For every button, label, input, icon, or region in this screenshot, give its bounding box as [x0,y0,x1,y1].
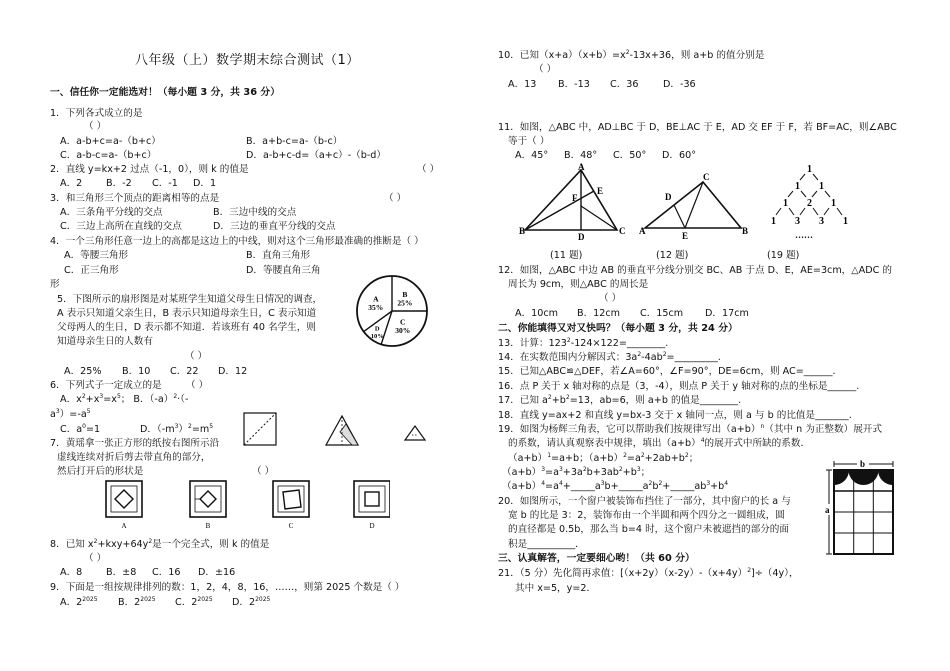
q6-option-b-tail: $a^3)=-a^5$ [50,408,91,420]
q11-option-c: C．50° [613,150,647,161]
q12-option-a: A．10cm [515,308,558,319]
q7-option-c-label: C [288,522,294,530]
q13: 13．计算：$123^2-124\times 122=\_\_\_\_\_\_\_\_$. [498,337,669,349]
q10-option-a: A．13 [508,79,537,90]
q5-option-d: D．12 [218,366,248,377]
fig12-label-b: B [742,226,749,236]
q1-stem: 1．下列各式成立的是 [50,108,143,119]
q12-answer-paren: （ ） [599,293,622,304]
q1-answer-paren: （ ） [84,121,107,132]
q5-option-b: B．10 [122,366,151,377]
section-2-heading: 二、你能填得又对又快吗？（每小题 3 分，共 24 分） [498,323,738,334]
pascal-r1-1: 1 [807,164,812,175]
q9-option-b: B．$2^{2025}$ [118,596,156,608]
q8-answer-paren: （ ） [84,553,107,564]
q4-stem: 4．一个三角形任意一边上的高都是这边上的中线，则对这个三角形最准确的推断是（ ） [50,236,424,247]
pie-percent-b: 25% [397,298,413,308]
fig11-label-a: A [578,162,585,172]
q3-option-b: B．三边中线的交点 [213,207,297,218]
pascal-r3-3: 1 [831,198,836,209]
q2-option-d: D．1 [193,178,217,189]
q5-answer-paren: （ ） [185,351,208,362]
q3-answer-paren: （ ） [384,193,407,204]
q5-option-a: A．25% [64,366,102,377]
q5-option-c: C．22 [170,366,199,377]
q21-line-2: 其中 x=5，y=2． [515,583,597,594]
q4-option-a: A．等腰三角形 [64,250,129,261]
q18-blank: _______ [815,410,849,421]
q7-line-3: 然后打开后的形状是 [57,466,144,477]
pascal-r2-2: 1 [819,181,824,192]
q4-option-c: C．正三角形 [64,265,119,276]
q19-line-2: 的系数，请认真观察表中规律，填出$(a+b)^4$的展开式中所缺的系数． [508,437,811,449]
q2-answer-paren: （ ） [417,164,440,175]
q5-line-4: 知道母亲生日的人数有 [57,336,153,347]
q20-line-2: 宽 b 的比是 3：2，装饰布由一个半圆和两个四分之一圆组成，圆 [508,510,785,521]
pascal-ellipsis: …… [795,230,813,240]
q3-option-d: D．三边的垂直平分线的交点 [213,221,336,232]
q7-option-d-label: D [369,522,375,530]
q11-line-2: 等于（ ） [508,136,550,147]
q16-blank: ______ [827,381,857,392]
pie-label-c: C [399,317,406,327]
fig12-label-c: C [703,172,710,182]
q12-option-b: B．12cm [577,308,621,319]
fig11-label-f: F [572,193,578,203]
q19-expansion-4: $(a+b)^4=a^4+\_\_\_\_\_a^3b+\_\_\_\_\_a^2b^2+\_\_\_\_\_ab^3+b^4$ [502,480,729,492]
q14-blank: _________ [674,352,718,363]
q12-option-d: D．17cm [705,308,749,319]
q21-line-1: 21．（5 分）先化简再求值：$[(x+2y)(x-2y)-(x+4y)^2]\div(4y)$， [498,567,799,579]
q20-line-3: 的直径都是 0.5b，那么当 b=4 时，这个窗户未被遮挡的部分的面 [508,524,789,535]
q3-stem: 3．和三角形三个顶点的距离相等的点是 [50,193,220,204]
figure-12-caption: (12 题) [656,250,689,261]
pie-percent-a: 35% [368,303,384,313]
figure-12-triangle [639,170,749,240]
figure-19-pascal-triangle [765,158,855,244]
q15: 15．已知△ABC≌△DEF，若∠A=60°，∠F=90°，DE=6cm，则 AC=______. [498,366,836,377]
q1-option-d: D．a-b+c-d=（a+c）-（b-d） [246,150,386,161]
pascal-r2-1: 1 [795,181,800,192]
q12-line-2: 周长为 9cm，则△ABC 的周长是 [508,279,649,290]
q15-blank: ______ [803,366,833,377]
q13-blank: ________ [626,338,666,349]
fig12-label-d: D [665,192,672,202]
pie-label-a: A [373,294,379,304]
q6-stem: 6．下列式子一定成立的是 [50,380,162,391]
q20-blank: __________ [527,539,576,550]
q19-blank-3: _____ [670,481,695,492]
q19-blank-2: _____ [618,481,643,492]
q2-stem: 2．直线 y=kx+2 过点（-1，0），则 k 的值是 [50,164,249,175]
q4-option-b: B．直角三角形 [246,250,311,261]
q1-option-b: B．a+b-c=a-（b-c） [246,136,343,147]
q9-stem: 9．下面是一组按规律排列的数：1，2，4，8，16，……，则第 2025 个数是（ ） [50,582,405,593]
q7-option-a-label: A [121,522,127,530]
q19-blank-1: _____ [570,481,595,492]
page-title: 八年级（上）数学期末综合测试（1） [135,53,360,68]
q16: 16．点 P 关于 x 轴对称的点是（3，-4），则点 P 关于 y 轴对称的点的坐标是______. [498,381,860,392]
q7-option-figures [100,478,390,530]
section-1-heading: 一、信任你一定能选对！（每小题 3 分，共 36 分） [50,87,281,98]
pascal-r4-4: 1 [843,216,848,227]
q6-answer-paren: （ ） [186,380,209,391]
pie-label-b: B [402,290,408,300]
pie-slices [357,276,427,346]
q10-option-c: C．36 [610,79,639,90]
pie-percent-c: 30% [395,326,411,336]
pascal-r3-2: 2 [807,198,812,209]
q4-option-d-tail: 形 [50,279,60,290]
q3-option-a: A．三条角平分线的交点 [60,207,163,218]
pascal-r4-1: 1 [771,216,776,227]
q1-option-a: A．a-b+c=a-（b+c） [60,136,161,147]
q17: 17．已知 $a^2+b^2=13$，ab=6，则 a+b 的值是________. [498,394,742,406]
figure-11-triangle [519,162,629,242]
pascal-r3-1: 1 [783,198,788,209]
q3-option-c: C．三边上高所在直线的交点 [60,221,182,232]
figure-11-caption: (11 题) [550,250,583,261]
fig12-label-e: E [682,231,689,240]
figure-20-window [823,458,903,558]
q5-line-1: 5．下图所示的扇形图是对某班学生知道父母生日情况的调查， [57,294,323,305]
q10-stem: 10．已知$(x+a)(x+b)=x^2-13x+36$，则 a+b 的值分别是 [498,49,765,61]
q20-line-4: 积是__________． [508,539,585,550]
q7-line-1: 7．黄瑶拿一张正方形的纸按右图所示沿 [50,438,220,449]
q5-line-2: A 表示只知道父亲生日，B 表示只知道母亲生日，C 表示知道 [57,308,317,319]
q4-option-d: D．等腰直角三角 [246,265,321,276]
q8-stem: 8．已知 $x^2+kxy+64y^2$是一个完全式，则 k 的值是 [50,538,270,550]
q10-option-b: B．-13 [558,79,590,90]
q12-line-1: 12．如图，△ABC 中边 AB 的垂直平分线分别交 BC、AB 于点 D、E，AE=3cm，△ADC 的 [498,265,892,276]
fig12-label-a: A [639,226,646,236]
q7-answer-paren: （ ） [252,466,275,477]
q7-option-b-label: B [205,522,211,530]
section-3-heading: 三、认真解答，一定要细心哟！（共 60 分） [498,553,695,564]
fig11-label-d: D [578,232,585,242]
q1-option-c: C．a-b-c=a-（b+c） [60,150,157,161]
window-label-b: b [860,459,866,469]
pie-label-d: D [374,325,380,333]
q11-option-b: B．48° [564,150,598,161]
figure-19-caption: (19 题) [767,250,800,261]
q8-option-d: D．±16 [198,567,236,578]
q18: 18．直线 y=ax+2 和直线 y=bx-3 交于 x 轴同一点，则 a 与 b 的比值是_______. [498,410,852,421]
q9-option-d: D．$2^{2025}$ [232,596,271,608]
q14: 14．在实数范围内分解因式：$3a^2-4ab^2=\_\_\_\_\_\_\_\_\_$. [498,351,721,363]
q12-option-c: C．15cm [640,308,684,319]
pascal-r4-3: 3 [819,216,824,227]
q10-option-d: D．-36 [663,79,696,90]
q8-option-c: C．16 [152,567,181,578]
q6-option-d: D．$(-m^3)^2=m^5$ [140,423,214,435]
q11-option-d: D．60° [662,150,696,161]
q5-pie-chart [354,273,430,349]
q10-answer-paren: （ ） [534,64,557,75]
pie-percent-d: 10% [370,332,384,340]
q11-option-a: A．45° [515,150,549,161]
q20-line-1: 20．如图所示，一个窗户被装饰布挡住了一部分，其中窗户的长 a 与 [498,496,791,507]
pascal-r4-2: 3 [795,216,800,227]
fig11-label-e: E [597,186,604,196]
q19-expansion-3: $(a+b)^3=a^3+3a^2b+3ab^2+b^3$； [502,466,651,478]
q9-option-c: C．$2^{2025}$ [175,596,213,608]
q2-option-a: A．2 [60,178,83,189]
fig11-label-c: C [619,226,626,236]
q7-folding-diagram [240,410,450,448]
q6-option-c: C．$a^0=1$ [60,423,101,435]
q9-option-a: A．$2^{2025}$ [60,596,98,608]
window-label-a: a [825,505,830,515]
q2-option-c: C．-1 [152,178,178,189]
q6-option-a-b: A．$x^2+x^3=x^5$； B．$(-a)^2\cdot(-$ [60,393,189,405]
q11-line-1: 11．如图，△ABC 中，AD⊥BC 于 D，BE⊥AC 于 E，AD 交 EF 于 F，若 BF=AC，则∠ABC [498,122,897,133]
q8-option-a: A．8 [60,567,83,578]
q19-line-1: 19．如图为杨辉三角表，它可以帮助我们按规律写出$(a+b)^n$（其中 n 为正整数）展开式 [498,423,882,435]
q2-option-b: B．-2 [106,178,132,189]
q19-expansion-1-2: $(a+b)^1=a+b$；$(a+b)^2=a^2+2ab+b^2$； [508,452,699,464]
q17-blank: ________ [699,395,739,406]
q5-line-3: 父母两人的生日，D 表示都不知道．若该班有 40 名学生，则 [57,322,316,333]
fig11-label-b: B [519,226,526,236]
q7-line-2: 虚线连续对折后剪去带直角的部分， [57,452,211,463]
q8-option-b: B．±8 [106,567,137,578]
